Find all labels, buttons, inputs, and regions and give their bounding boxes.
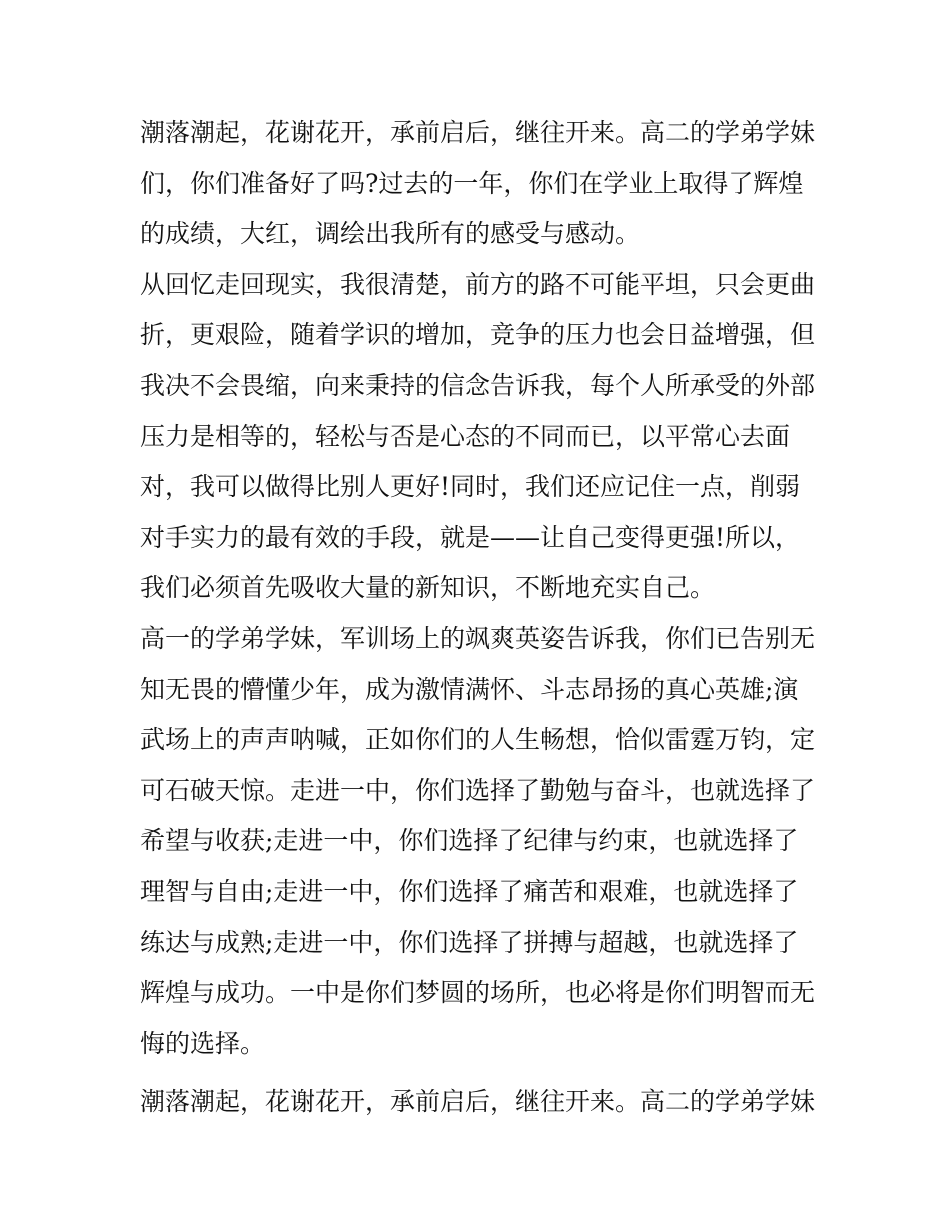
- text-line: 练达与成熟;走进一中，你们选择了拼搏与超越，也就选择了: [140, 927, 799, 957]
- text-line: 对手实力的最有效的手段，就是——让自己变得更强!所以，: [140, 522, 801, 552]
- text-line: 我决不会畏缩，向来秉持的信念告诉我，每个人所承受的外部: [140, 370, 816, 400]
- text-line: 对，我可以做得比别人更好!同时，我们还应记住一点，削弱: [140, 472, 801, 502]
- text-line: 们，你们准备好了吗?过去的一年，你们在学业上取得了辉煌: [140, 168, 804, 198]
- text-line: 理智与自由;走进一中，你们选择了痛苦和艰难，也就选择了: [140, 876, 799, 906]
- text-line: 折，更艰险，随着学识的增加，竞争的压力也会日益增强，但: [140, 320, 816, 350]
- document-body: [140, 108, 820, 1128]
- text-line: 辉煌与成功。一中是你们梦圆的场所，也必将是你们明智而无: [140, 978, 816, 1008]
- text-line: 我们必须首先吸收大量的新知识，不断地充实自己。: [140, 573, 716, 603]
- text-line: 知无畏的懵懂少年，成为激情满怀、斗志昂扬的真心英雄;演: [140, 674, 799, 704]
- text-line: 武场上的声声呐喊，正如你们的人生畅想，恰似雷霆万钧，定: [140, 725, 816, 755]
- paragraph: [140, 1077, 820, 1128]
- paragraph: [140, 108, 820, 260]
- text-line: 压力是相等的，轻松与否是心态的不同而已，以平常心去面: [140, 421, 791, 451]
- text-line: 可石破天惊。走进一中，你们选择了勤勉与奋斗，也就选择了: [140, 775, 816, 805]
- text-line: 潮落潮起，花谢花开，承前启后，继往开来。高二的学弟学妹: [140, 1087, 816, 1117]
- text-line: 希望与收获;走进一中，你们选择了纪律与约束，也就选择了: [140, 826, 799, 856]
- text-line: 的成绩，大红，调绘出我所有的感受与感动。: [140, 219, 641, 249]
- paragraph: [140, 260, 820, 614]
- text-line: 潮落潮起，花谢花开，承前启后，继往开来。高二的学弟学妹: [140, 118, 816, 147]
- paragraph-spacer: [140, 1069, 820, 1077]
- text-line: 悔的选择。: [140, 1028, 266, 1058]
- paragraph: [140, 614, 820, 1069]
- text-line: 从回忆走回现实，我很清楚，前方的路不可能平坦，只会更曲: [140, 269, 816, 299]
- text-line: 高一的学弟学妹，军训场上的飒爽英姿告诉我，你们已告别无: [140, 623, 816, 653]
